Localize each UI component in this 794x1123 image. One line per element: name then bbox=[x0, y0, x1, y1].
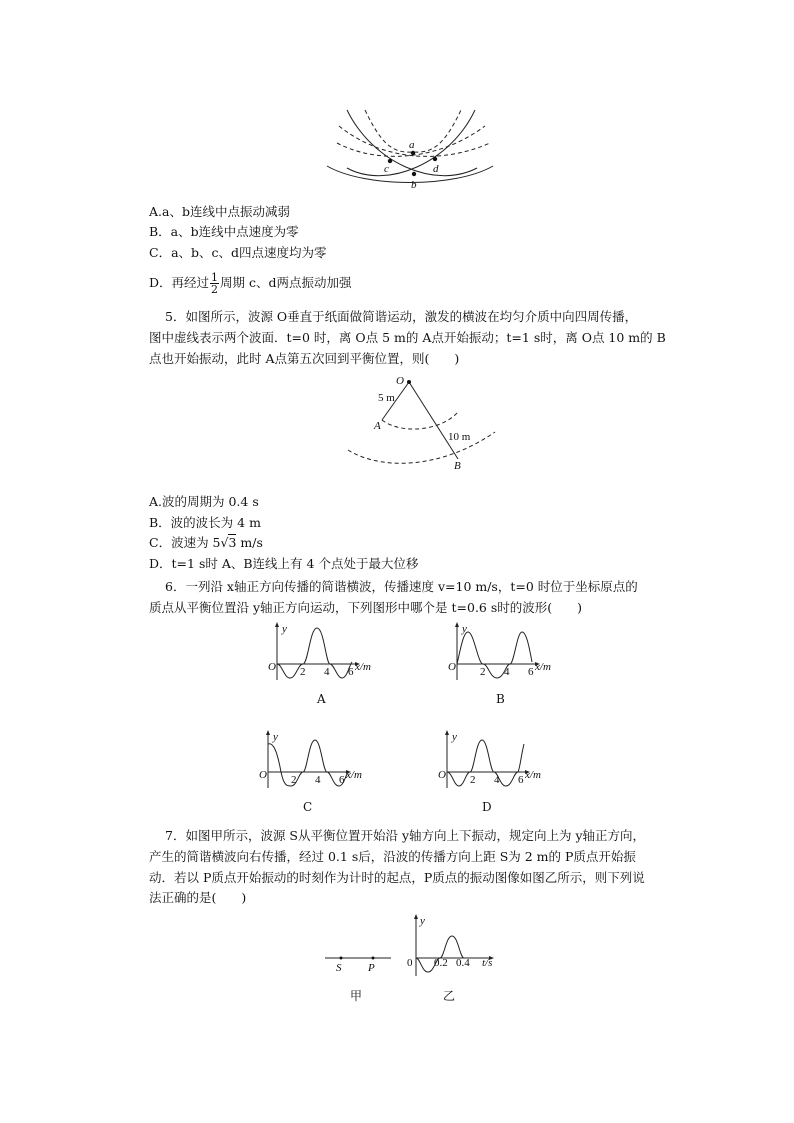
point-d bbox=[433, 157, 437, 161]
svg-text:x/m: x/m bbox=[346, 769, 362, 781]
q5-option-a: A.波的周期为 0.4 s bbox=[149, 494, 259, 509]
svg-text:S: S bbox=[336, 962, 342, 974]
svg-text:4: 4 bbox=[504, 666, 510, 678]
svg-text:x/m: x/m bbox=[525, 769, 541, 781]
svg-text:O: O bbox=[268, 661, 276, 673]
q5-option-d: D．t=1 s时 A、B连线上有 4 个点处于最大位移 bbox=[149, 556, 419, 571]
svg-text:y: y bbox=[420, 915, 425, 927]
q5-option-c: C．波速为 5√3 m/s bbox=[149, 535, 263, 550]
q7-text-line-4: 法正确的是( ) bbox=[149, 890, 247, 905]
svg-text:0: 0 bbox=[407, 957, 413, 969]
point-a bbox=[411, 151, 415, 155]
svg-text:4: 4 bbox=[324, 666, 330, 678]
q7-caption-jia: 甲 bbox=[350, 989, 363, 1003]
q7-caption-yi: 乙 bbox=[443, 989, 456, 1003]
svg-text:6: 6 bbox=[518, 774, 524, 786]
q6-text-line-2: 质点从平衡位置沿 y轴正方向运动，下列图形中哪个是 t=0.6 s时的波形( ) bbox=[149, 600, 583, 615]
waveform-d bbox=[447, 740, 524, 786]
svg-text:2: 2 bbox=[470, 774, 476, 786]
q6-graph-a bbox=[262, 622, 372, 684]
q5-text-line-1: 5．如图所示，波源 O垂直于纸面做简谐运动，激发的横波在均匀介质中向四周传播， bbox=[165, 309, 638, 324]
q5-text-line-3: 点也开始振动，此时 A点第五次回到平衡位置，则( ) bbox=[149, 351, 460, 366]
q5-text-line-2: 图中虚线表示两个波面．t=0 时，离 O点 5 m的 A点开始振动；t=1 s时，离 O点 10 m的 B bbox=[149, 330, 666, 345]
q6-text-line-1: 6．一列沿 x轴正方向传播的简谐横波，传播速度 v=10 m/s，t=0 时位于坐标原点的 bbox=[165, 579, 638, 594]
svg-text:6: 6 bbox=[528, 666, 534, 678]
svg-text:O: O bbox=[438, 769, 446, 781]
svg-text:y: y bbox=[282, 623, 287, 635]
label-O: O bbox=[396, 375, 404, 387]
point-P bbox=[372, 957, 375, 960]
q6-caption-c: C bbox=[303, 800, 313, 814]
label-d: d bbox=[433, 163, 439, 175]
q4-wave-figure bbox=[325, 108, 500, 192]
sqrt-radicand: 3 bbox=[228, 535, 237, 550]
label-c: c bbox=[384, 163, 389, 175]
q6-graph-b bbox=[442, 622, 552, 684]
waveform-a bbox=[277, 628, 352, 678]
q4-option-d: D．再经过 $\frac{1}{2}$ 周期 c、d两点振动加强 bbox=[149, 271, 352, 296]
svg-text:6: 6 bbox=[348, 666, 354, 678]
q6-caption-b: B bbox=[496, 692, 505, 706]
label-B: B bbox=[454, 460, 461, 472]
svg-text:2: 2 bbox=[480, 666, 486, 678]
svg-text:x/m: x/m bbox=[535, 661, 551, 673]
label-10m: 10 m bbox=[448, 431, 471, 443]
label-b: b bbox=[411, 179, 417, 191]
q6-caption-d: D bbox=[482, 800, 492, 814]
svg-text:0.4: 0.4 bbox=[456, 957, 470, 969]
q7-text-line-2: 产生的简谐横波向右传播，经过 0.1 s后，沿波的传播方向上距 S为 2 m的 P质点开始振 bbox=[149, 849, 636, 864]
svg-text:t/s: t/s bbox=[482, 957, 493, 969]
svg-text:O: O bbox=[448, 661, 456, 673]
q7-figure-jia bbox=[325, 950, 395, 974]
svg-text:4: 4 bbox=[494, 774, 500, 786]
svg-text:6: 6 bbox=[339, 774, 345, 786]
q7-text-line-3: 动．若以 P质点开始振动的时刻作为计时的起点，P质点的振动图像如图乙所示，则下列说 bbox=[149, 870, 645, 885]
q6-graph-c bbox=[253, 730, 363, 792]
q4-option-b: B．a、b连线中点速度为零 bbox=[149, 224, 299, 239]
svg-text:P: P bbox=[368, 962, 375, 974]
label-A: A bbox=[374, 420, 381, 432]
q7-figure-yi bbox=[404, 914, 504, 980]
q5-wave-figure bbox=[340, 372, 505, 474]
q4-option-c: C．a、b、c、d四点速度均为零 bbox=[149, 245, 327, 260]
q4-option-a: A.a、b连线中点振动减弱 bbox=[149, 204, 290, 219]
q6-graph-d bbox=[432, 730, 542, 792]
point-S bbox=[340, 957, 343, 960]
svg-text:y: y bbox=[452, 731, 457, 743]
waveform-c bbox=[268, 740, 347, 786]
svg-text:x/m: x/m bbox=[355, 661, 371, 673]
q7-text-line-1: 7．如图甲所示，波源 S从平衡位置开始沿 y轴方向上下振动，规定向上为 y轴正方向， bbox=[165, 828, 646, 843]
q6-caption-a: A bbox=[317, 692, 326, 706]
waveform-b bbox=[457, 632, 532, 678]
svg-text:2: 2 bbox=[300, 666, 306, 678]
dashed-wavefront-inner bbox=[382, 412, 458, 429]
segment-OB bbox=[409, 382, 458, 459]
label-a: a bbox=[409, 139, 415, 151]
label-5m: 5 m bbox=[378, 392, 395, 404]
svg-text:2: 2 bbox=[291, 774, 297, 786]
svg-text:y: y bbox=[273, 731, 278, 743]
svg-text:0.2: 0.2 bbox=[434, 957, 448, 969]
svg-text:4: 4 bbox=[315, 774, 321, 786]
svg-text:O: O bbox=[259, 769, 267, 781]
sqrt-symbol: √ bbox=[220, 535, 229, 550]
point-b bbox=[412, 172, 416, 176]
dashed-wavefront-outer bbox=[348, 432, 495, 463]
fraction-half: $\frac{1}{2}$ bbox=[211, 271, 219, 296]
point-O bbox=[407, 380, 411, 384]
svg-text:y: y bbox=[462, 623, 467, 635]
q5-option-b: B．波的波长为 4 m bbox=[149, 515, 261, 530]
